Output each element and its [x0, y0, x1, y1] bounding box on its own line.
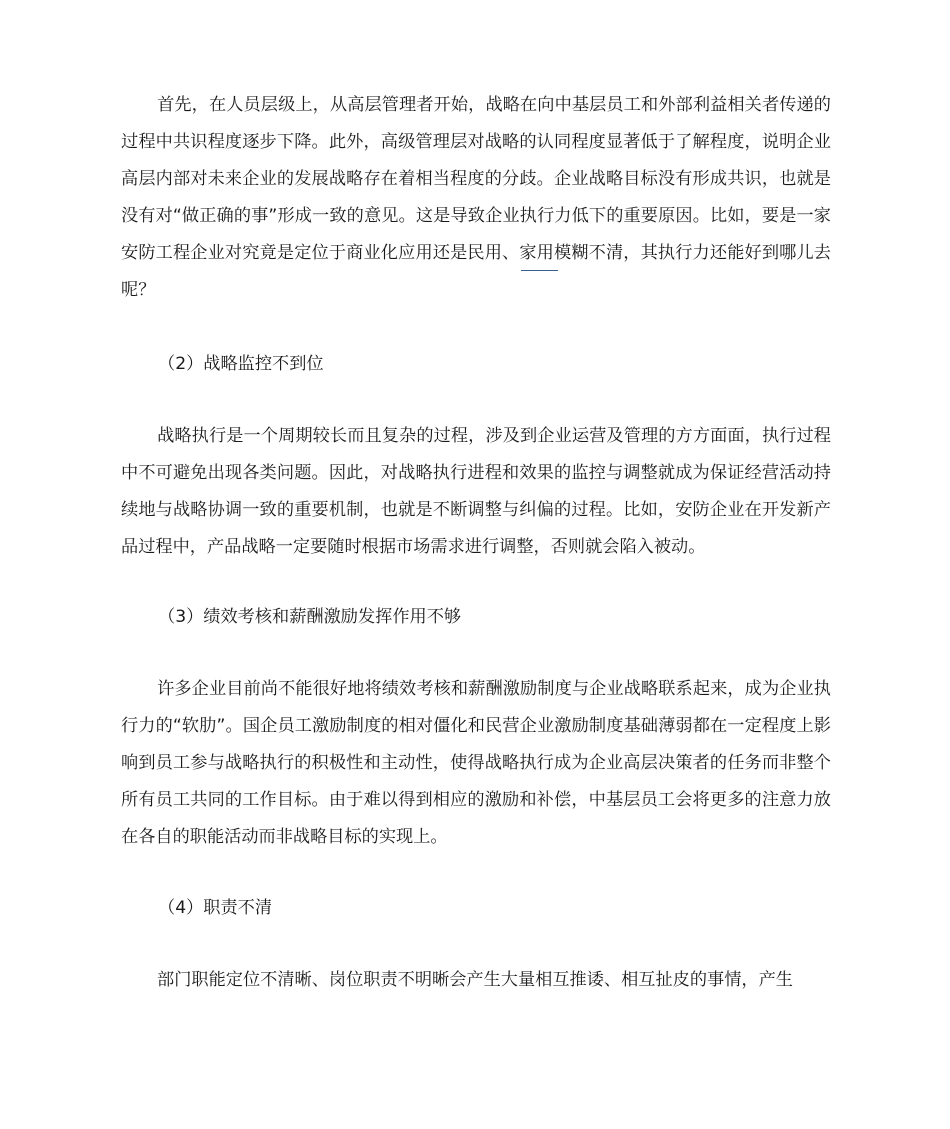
hyperlink-underline	[521, 270, 558, 271]
heading-strategy-monitoring: （2）战略监控不到位	[158, 354, 324, 374]
paragraph-performance-incentives-text: 许多企业目前尚不能很好地将绩效考核和薪酬激励制度与企业战略联系起来，成为企业执行力的“软肋”。国企员工激励制度的相对僵化和民营企业激励制度基础薄弱都在一定程度上影响到员工参与战略执行的积极性和主动性，使得战略执行成为企业高层决策者的任务而非整个所有员工共同的工作目标。由于难以得到相应的激励和补偿，中基层员工会将更多的注意力放在各自的职能活动而非战略目标的实现上。	[121, 679, 831, 847]
paragraph-consensus	[121, 87, 831, 309]
paragraph-unclear-duties-text: 部门职能定位不清晰、岗位职责不明晰会产生大量相互推诿、相互扯皮的事情，产生	[157, 970, 793, 990]
paragraph-performance-incentives	[121, 671, 831, 856]
paragraph-strategy-monitoring	[121, 418, 831, 566]
heading-performance-incentives: （3）绩效考核和薪酬激励发挥作用不够	[158, 607, 462, 627]
paragraph-strategy-monitoring-text: 战略执行是一个周期较长而且复杂的过程，涉及到企业运营及管理的方方面面，执行过程中不可避免出现各类问题。因此，对战略执行进程和效果的监控与调整就成为保证经营活动持续地与战略协调一致的重要机制，也就是不断调整与纠偏的过程。比如，安防企业在开发新产品过程中，产品战略一定要随时根据市场需求进行调整，否则就会陷入被动。	[121, 426, 831, 557]
paragraph-unclear-duties	[121, 962, 831, 999]
paragraph-consensus-text: 首先，在人员层级上，从高层管理者开始，战略在向中基层员工和外部利益相关者传递的过程中共识程度逐步下降。此外，高级管理层对战略的认同程度显著低于了解程度，说明企业高层内部对未来企业的发展战略存在着相当程度的分歧。企业战略目标没有形成共识，也就是没有对“做正确的事”形成一致的意见。这是导致企业执行力低下的重要原因。比如，要是一家安防工程企业对究竟是定位于商业化应用还是民用、家用模糊不清，其执行力还能好到哪儿去呢？	[121, 95, 831, 300]
heading-unclear-duties: （4）职责不清	[158, 898, 273, 918]
